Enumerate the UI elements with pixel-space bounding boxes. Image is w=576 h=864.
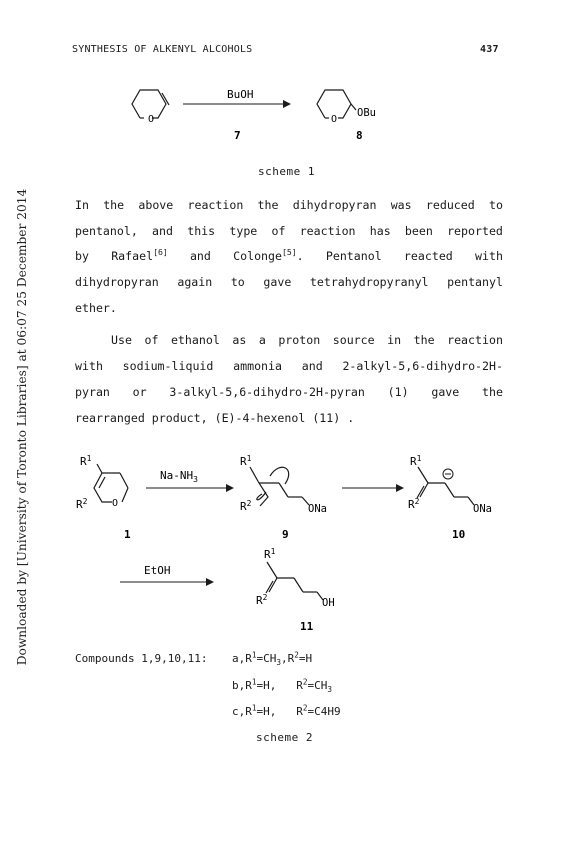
r1-label-9: $R^1$ <box>240 454 252 468</box>
obu-label: OBu <box>357 107 376 119</box>
running-title: SYNTHESIS OF ALKENYL ALCOHOLS <box>72 44 253 55</box>
p2-line-4: rearranged product, (E)-4-hexenol (11) . <box>75 411 355 425</box>
label-1: 1 <box>124 528 131 541</box>
p2-line-1: Use of ethanol as a proton source in the reaction <box>111 333 503 347</box>
label-9: 9 <box>282 528 289 541</box>
p2-line-2: with sodium-liquid ammonia and 2-alkyl-5,6-dihydro-2H- <box>75 359 503 373</box>
ref-6: [6] <box>153 247 168 258</box>
ring-o-1: O <box>112 498 119 509</box>
r2-label-11: $R^2$ <box>256 593 268 607</box>
r1-label-10: $R^1$ <box>410 454 422 468</box>
compound-9-structure <box>250 467 309 506</box>
p1-line-5: ether. <box>75 301 117 315</box>
reagent-buoh: BuOH <box>227 88 254 101</box>
label-7: 7 <box>234 129 241 142</box>
citation-rafael: Rafael <box>111 249 154 263</box>
p1-line-2: pentanol, and this type of reaction has been reported <box>75 224 503 238</box>
compound-entry-a: $a,R^1=CH_3,R^2=H$ <box>232 650 313 668</box>
label-8: 8 <box>356 129 363 142</box>
compounds-prefix: Compounds 1,9,10,11: <box>75 652 208 665</box>
compound-entry-b: $b,R^1=H$, $R^2=CH_3$ <box>232 677 333 695</box>
scheme-2-caption: scheme 2 <box>256 731 313 744</box>
reagent-na-nh3: $Na-NH_3$ <box>160 469 198 484</box>
page-number: 437 <box>480 44 499 55</box>
p1-line-1: In the above reaction the dihydropyran was reduced to <box>75 198 503 212</box>
scheme-1-caption: scheme 1 <box>258 165 315 178</box>
label-11: 11 <box>300 620 314 633</box>
compound-entry-c: $c,R^1=H$, $R^2=C4H9$ <box>232 703 341 718</box>
r1-label-1: $R^1$ <box>80 454 92 468</box>
p1-line-3: by Rafael[6] and Colonge[5]. Pentanol reacted with <box>75 247 503 263</box>
compound-10-structure <box>417 467 474 505</box>
reagent-etoh: EtOH <box>144 564 171 577</box>
ring-o-7: O <box>148 114 155 125</box>
ref-5: [5] <box>282 247 297 258</box>
r2-label-10: $R^2$ <box>408 497 420 511</box>
r2-label-9: $R^2$ <box>240 499 252 513</box>
p2-line-3: pyran or 3-alkyl-5,6-dihydro-2H-pyran (1) gave the <box>75 385 503 399</box>
oh-label-11: OH <box>322 597 335 609</box>
p1-line-4: dihydropyran again to gave tetrahydropyranyl pentanyl <box>75 275 503 289</box>
ona-label-10: ONa <box>473 503 492 515</box>
label-10: 10 <box>452 528 466 541</box>
scheme-1-figure <box>0 0 576 180</box>
r2-label-1: $R^2$ <box>76 497 88 511</box>
ona-label-9: ONa <box>308 503 327 515</box>
r1-label-11: $R^1$ <box>264 547 276 561</box>
scheme-2-figure <box>0 440 576 640</box>
ring-o-8: O <box>331 114 338 125</box>
compound-1-structure <box>94 464 128 502</box>
citation-colonge: Colonge <box>233 249 282 263</box>
compound-11-structure <box>266 562 323 600</box>
download-notice: Downloaded by [University of Toronto Libraries] at 06:07 25 December 2014 <box>15 188 29 666</box>
